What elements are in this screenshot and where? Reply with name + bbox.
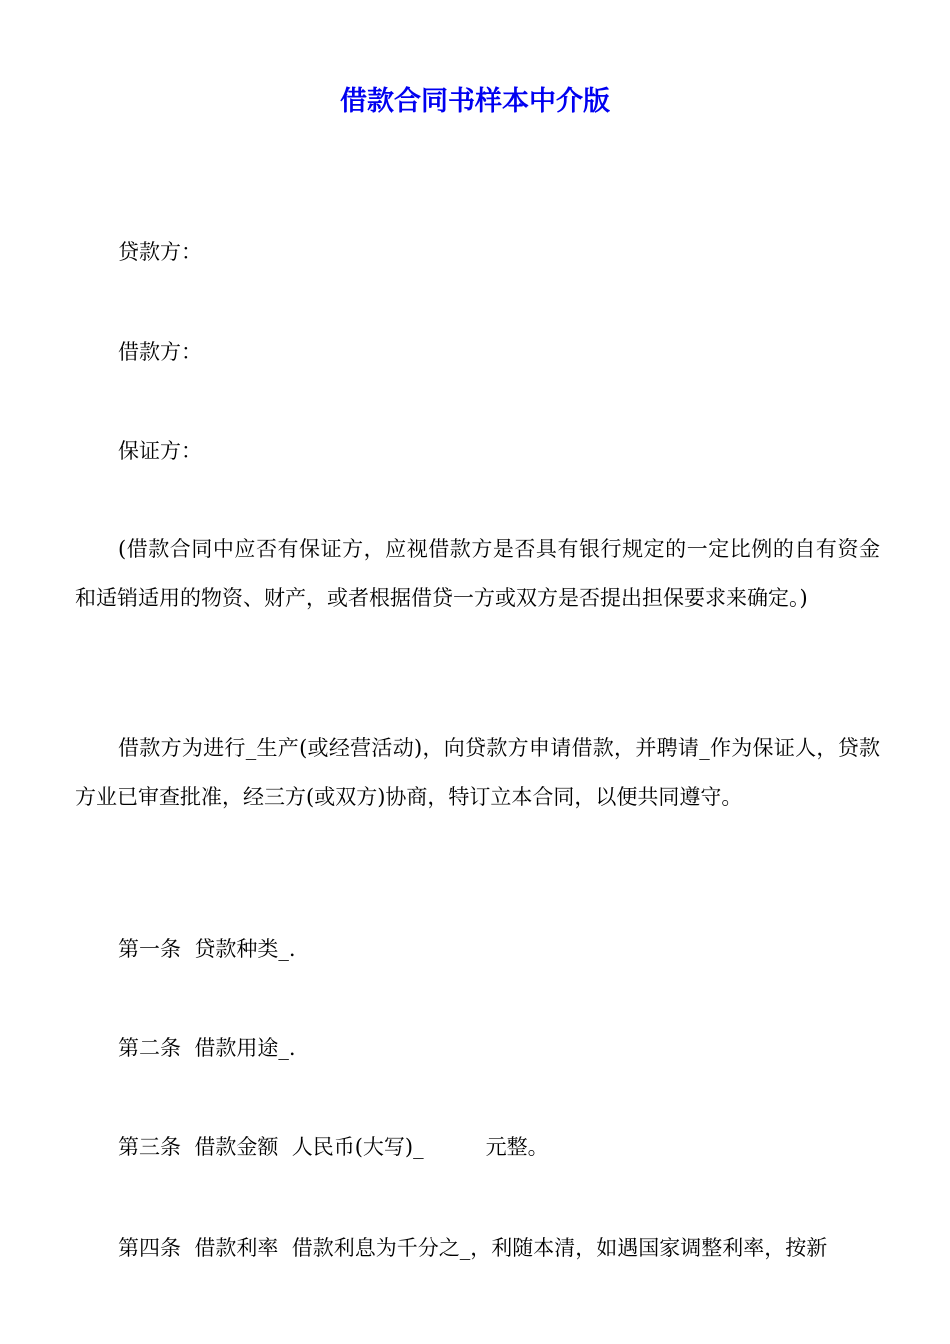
party-lender-label: 贷款方： bbox=[118, 240, 202, 264]
party-guarantor-label: 保证方： bbox=[118, 439, 202, 463]
intro-paragraph: 借款方为进行_生产(或经营活动)，向贷款方申请借款，并聘请_作为保证人，贷款方业已审查批准，经三方(或双方)协商，特订立本合同，以便共同遵守。 bbox=[75, 736, 880, 809]
article-3 bbox=[118, 1132, 549, 1162]
article-3-suffix: 元整。 bbox=[485, 1135, 549, 1159]
article-3-prefix: 第三条 借款金额 人民币(大写)_ bbox=[118, 1135, 424, 1159]
article-2: 第二条 借款用途_. bbox=[118, 1036, 296, 1060]
party-borrower-label: 借款方： bbox=[118, 340, 202, 364]
article-4: 第四条 借款利率 借款利息为千分之_，利随本清，如遇国家调整利率，按新 bbox=[118, 1236, 828, 1260]
document-title: 借款合同书样本中介版 bbox=[340, 86, 610, 117]
note-paragraph: (借款合同中应否有保证方，应视借款方是否具有银行规定的一定比例的自有资金和适销适用的物资、财产，或者根据借贷一方或双方是否提出担保要求来确定。) bbox=[75, 537, 880, 610]
article-1: 第一条 贷款种类_. bbox=[118, 937, 296, 961]
